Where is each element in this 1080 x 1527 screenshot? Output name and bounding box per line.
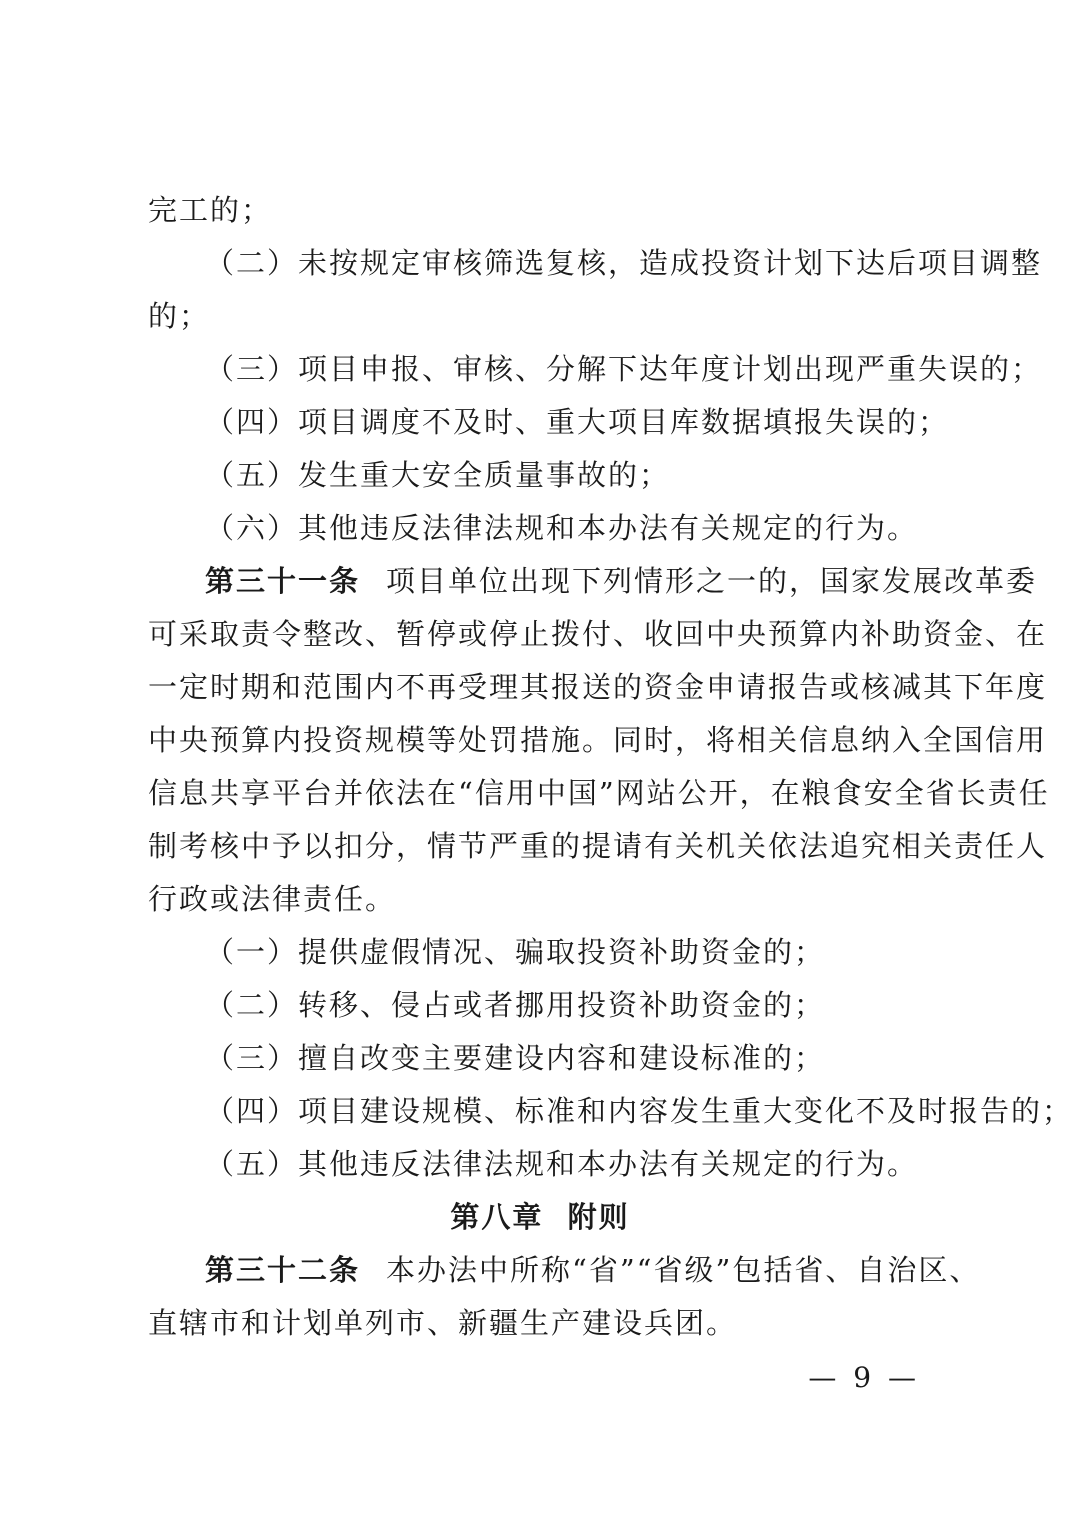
- text-line: 中央预算内投资规模等处罚措施。同时，将相关信息纳入全国信用: [148, 723, 1048, 757]
- chapter-heading: 第八章 附则: [450, 1200, 630, 1234]
- text-line: 制考核中予以扣分，情节严重的提请有关机关依法追究相关责任人: [148, 829, 1048, 863]
- article-31-first-line: [205, 561, 1038, 601]
- text-line: 一定时期和范围内不再受理其报送的资金申请报告或核减其下年度: [148, 670, 1048, 704]
- page-number: — 9 —: [808, 1361, 920, 1394]
- text-line: （四）项目调度不及时、重大项目库数据填报失误的；: [205, 405, 950, 439]
- text-line: 信息共享平台并依法在“信用中国”网站公开，在粮食安全省长责任: [148, 776, 1050, 810]
- article-31-text: 项目单位出现下列情形之一的，国家发展改革委: [386, 564, 1038, 598]
- text-line: （六）其他违反法律法规和本办法有关规定的行为。: [205, 511, 919, 545]
- text-line: （三）项目申报、审核、分解下达年度计划出现严重失误的；: [205, 352, 1043, 386]
- list-item: （三）擅自改变主要建设内容和建设标准的；: [205, 1041, 826, 1075]
- text-line: （二）未按规定审核筛选复核，造成投资计划下达后项目调整: [205, 246, 1043, 280]
- article-31-label: 第三十一条: [205, 564, 361, 598]
- list-item: （一）提供虚假情况、骗取投资补助资金的；: [205, 935, 826, 969]
- list-item: （四）项目建设规模、标准和内容发生重大变化不及时报告的；: [205, 1094, 1074, 1128]
- text-line: （五）发生重大安全质量事故的；: [205, 458, 671, 492]
- article-32-first-line: [205, 1250, 1005, 1290]
- article-32-text: 本办法中所称“省”“省级”包括省、自治区、: [386, 1253, 981, 1287]
- article-32-label: 第三十二条: [205, 1253, 361, 1287]
- text-line: 行政或法律责任。: [148, 882, 397, 916]
- text-line: 完工的；: [148, 193, 273, 227]
- text-line: 直辖市和计划单列市、新疆生产建设兵团。: [148, 1306, 738, 1340]
- list-item: （五）其他违反法律法规和本办法有关规定的行为。: [205, 1147, 919, 1181]
- list-item: （二）转移、侵占或者挪用投资补助资金的；: [205, 988, 826, 1022]
- text-line: 可采取责令整改、暂停或停止拨付、收回中央预算内补助资金、在: [148, 617, 1048, 651]
- text-line: 的；: [148, 299, 211, 333]
